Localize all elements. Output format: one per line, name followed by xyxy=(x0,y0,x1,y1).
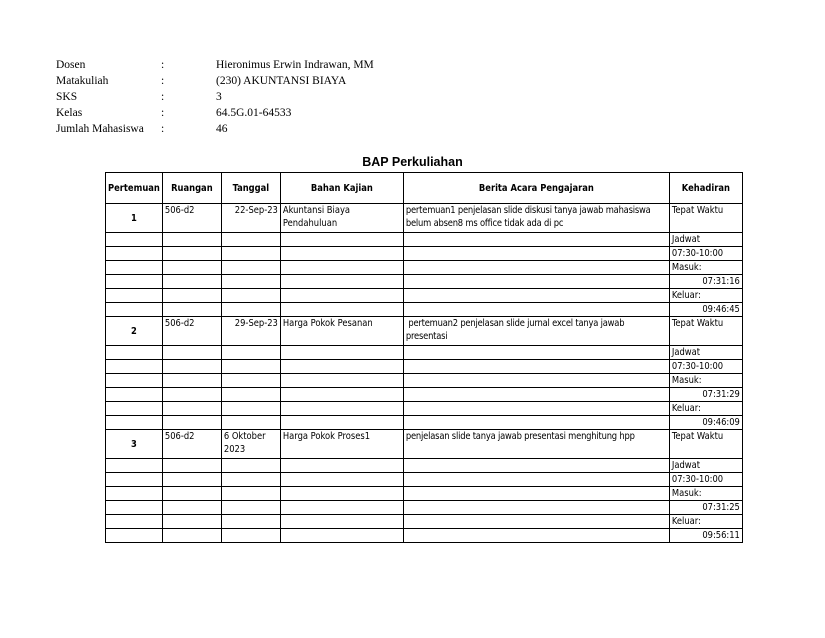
header-separator: : xyxy=(161,123,165,135)
session-date: 22-Sep-23 xyxy=(221,204,280,233)
table-row xyxy=(106,529,743,543)
bap-table xyxy=(105,172,743,543)
table-row xyxy=(106,289,743,303)
keluar-label: Keluar: xyxy=(669,289,742,303)
session-number: 1 xyxy=(106,204,163,233)
header-separator: : xyxy=(161,91,165,103)
table-row xyxy=(106,416,743,430)
keluar-label: Keluar: xyxy=(669,515,742,529)
keluar-label: Keluar: xyxy=(669,402,742,416)
table-row xyxy=(106,473,743,487)
table-row xyxy=(106,388,743,402)
masuk-label: Masuk: xyxy=(669,261,742,275)
session-number: 2 xyxy=(106,317,163,346)
table-row xyxy=(106,402,743,416)
column-header-berita-acara: Berita Acara Pengajaran xyxy=(403,173,669,204)
header-value: Hieronimus Erwin Indrawan, MM xyxy=(216,59,374,71)
header-row-kelas xyxy=(56,105,374,121)
header-row-jumlah-mahasiswa xyxy=(56,121,374,137)
attendance-status: Tepat Waktu xyxy=(669,204,742,233)
session-room: 506-d2 xyxy=(162,204,221,233)
header-separator: : xyxy=(161,59,165,71)
header-label: Jumlah Mahasiswa xyxy=(56,123,144,135)
masuk-value: 07:31:25 xyxy=(669,501,742,515)
header-label: Matakuliah xyxy=(56,75,109,87)
header-separator: : xyxy=(161,107,165,119)
header-row-dosen xyxy=(56,57,374,73)
table-header-row xyxy=(106,173,743,204)
session-topic: Harga Pokok Proses1 xyxy=(280,430,403,459)
table-row xyxy=(106,346,743,360)
jadwal-value: 07:30-10:00 xyxy=(669,247,742,261)
header-label: Kelas xyxy=(56,107,83,119)
column-header-kehadiran: Kehadiran xyxy=(669,173,742,204)
table-row xyxy=(106,275,743,289)
page-title: BAP Perkuliahan xyxy=(362,155,463,169)
session-report: pertemuan2 penjelasan slide jurnal excel tanya jawab presentasi xyxy=(403,317,669,346)
masuk-label: Masuk: xyxy=(669,487,742,501)
session-report: penjelasan slide tanya jawab presentasi menghitung hpp xyxy=(403,430,669,459)
header-row-sks xyxy=(56,89,374,105)
jadwal-value: 07:30-10:00 xyxy=(669,473,742,487)
header-value: 64.5G.01-64533 xyxy=(216,107,292,119)
session-room: 506-d2 xyxy=(162,317,221,346)
keluar-value: 09:46:45 xyxy=(669,303,742,317)
table-row xyxy=(106,430,743,459)
keluar-value: 09:46:09 xyxy=(669,416,742,430)
masuk-value: 07:31:16 xyxy=(669,275,742,289)
jadwal-label: Jadwat xyxy=(669,459,742,473)
column-header-tanggal: Tanggal xyxy=(221,173,280,204)
jadwal-label: Jadwat xyxy=(669,346,742,360)
session-date: 6 Oktober 2023 xyxy=(221,430,280,459)
column-header-pertemuan: Pertemuan xyxy=(106,173,163,204)
column-header-ruangan: Ruangan xyxy=(162,173,221,204)
table-row xyxy=(106,374,743,388)
table-row xyxy=(106,261,743,275)
masuk-label: Masuk: xyxy=(669,374,742,388)
header-value: 46 xyxy=(216,123,228,135)
masuk-value: 07:31:29 xyxy=(669,388,742,402)
header-value: (230) AKUNTANSI BIAYA xyxy=(216,75,347,87)
jadwal-value: 07:30-10:00 xyxy=(669,360,742,374)
table-row xyxy=(106,317,743,346)
session-date: 29-Sep-23 xyxy=(221,317,280,346)
table-row xyxy=(106,459,743,473)
table-row xyxy=(106,487,743,501)
table-row xyxy=(106,247,743,261)
attendance-status: Tepat Waktu xyxy=(669,317,742,346)
header-row-matakuliah xyxy=(56,73,374,89)
header-label: Dosen xyxy=(56,59,86,71)
session-topic: Akuntansi Biaya Pendahuluan xyxy=(280,204,403,233)
course-header xyxy=(56,57,374,137)
header-label: SKS xyxy=(56,91,78,103)
session-number: 3 xyxy=(106,430,163,459)
table-row xyxy=(106,360,743,374)
header-value: 3 xyxy=(216,91,222,103)
session-topic: Harga Pokok Pesanan xyxy=(280,317,403,346)
header-separator: : xyxy=(161,75,165,87)
keluar-value: 09:56:11 xyxy=(669,529,742,543)
session-room: 506-d2 xyxy=(162,430,221,459)
column-header-bahan-kajian: Bahan Kajian xyxy=(280,173,403,204)
table-row xyxy=(106,515,743,529)
table-row xyxy=(106,233,743,247)
attendance-status: Tepat Waktu xyxy=(669,430,742,459)
table-row xyxy=(106,204,743,233)
session-report: pertemuan1 penjelasan slide diskusi tanya jawab mahasiswa belum absen8 ms office tidak ada di pc xyxy=(403,204,669,233)
jadwal-label: Jadwat xyxy=(669,233,742,247)
table-row xyxy=(106,303,743,317)
table-row xyxy=(106,501,743,515)
